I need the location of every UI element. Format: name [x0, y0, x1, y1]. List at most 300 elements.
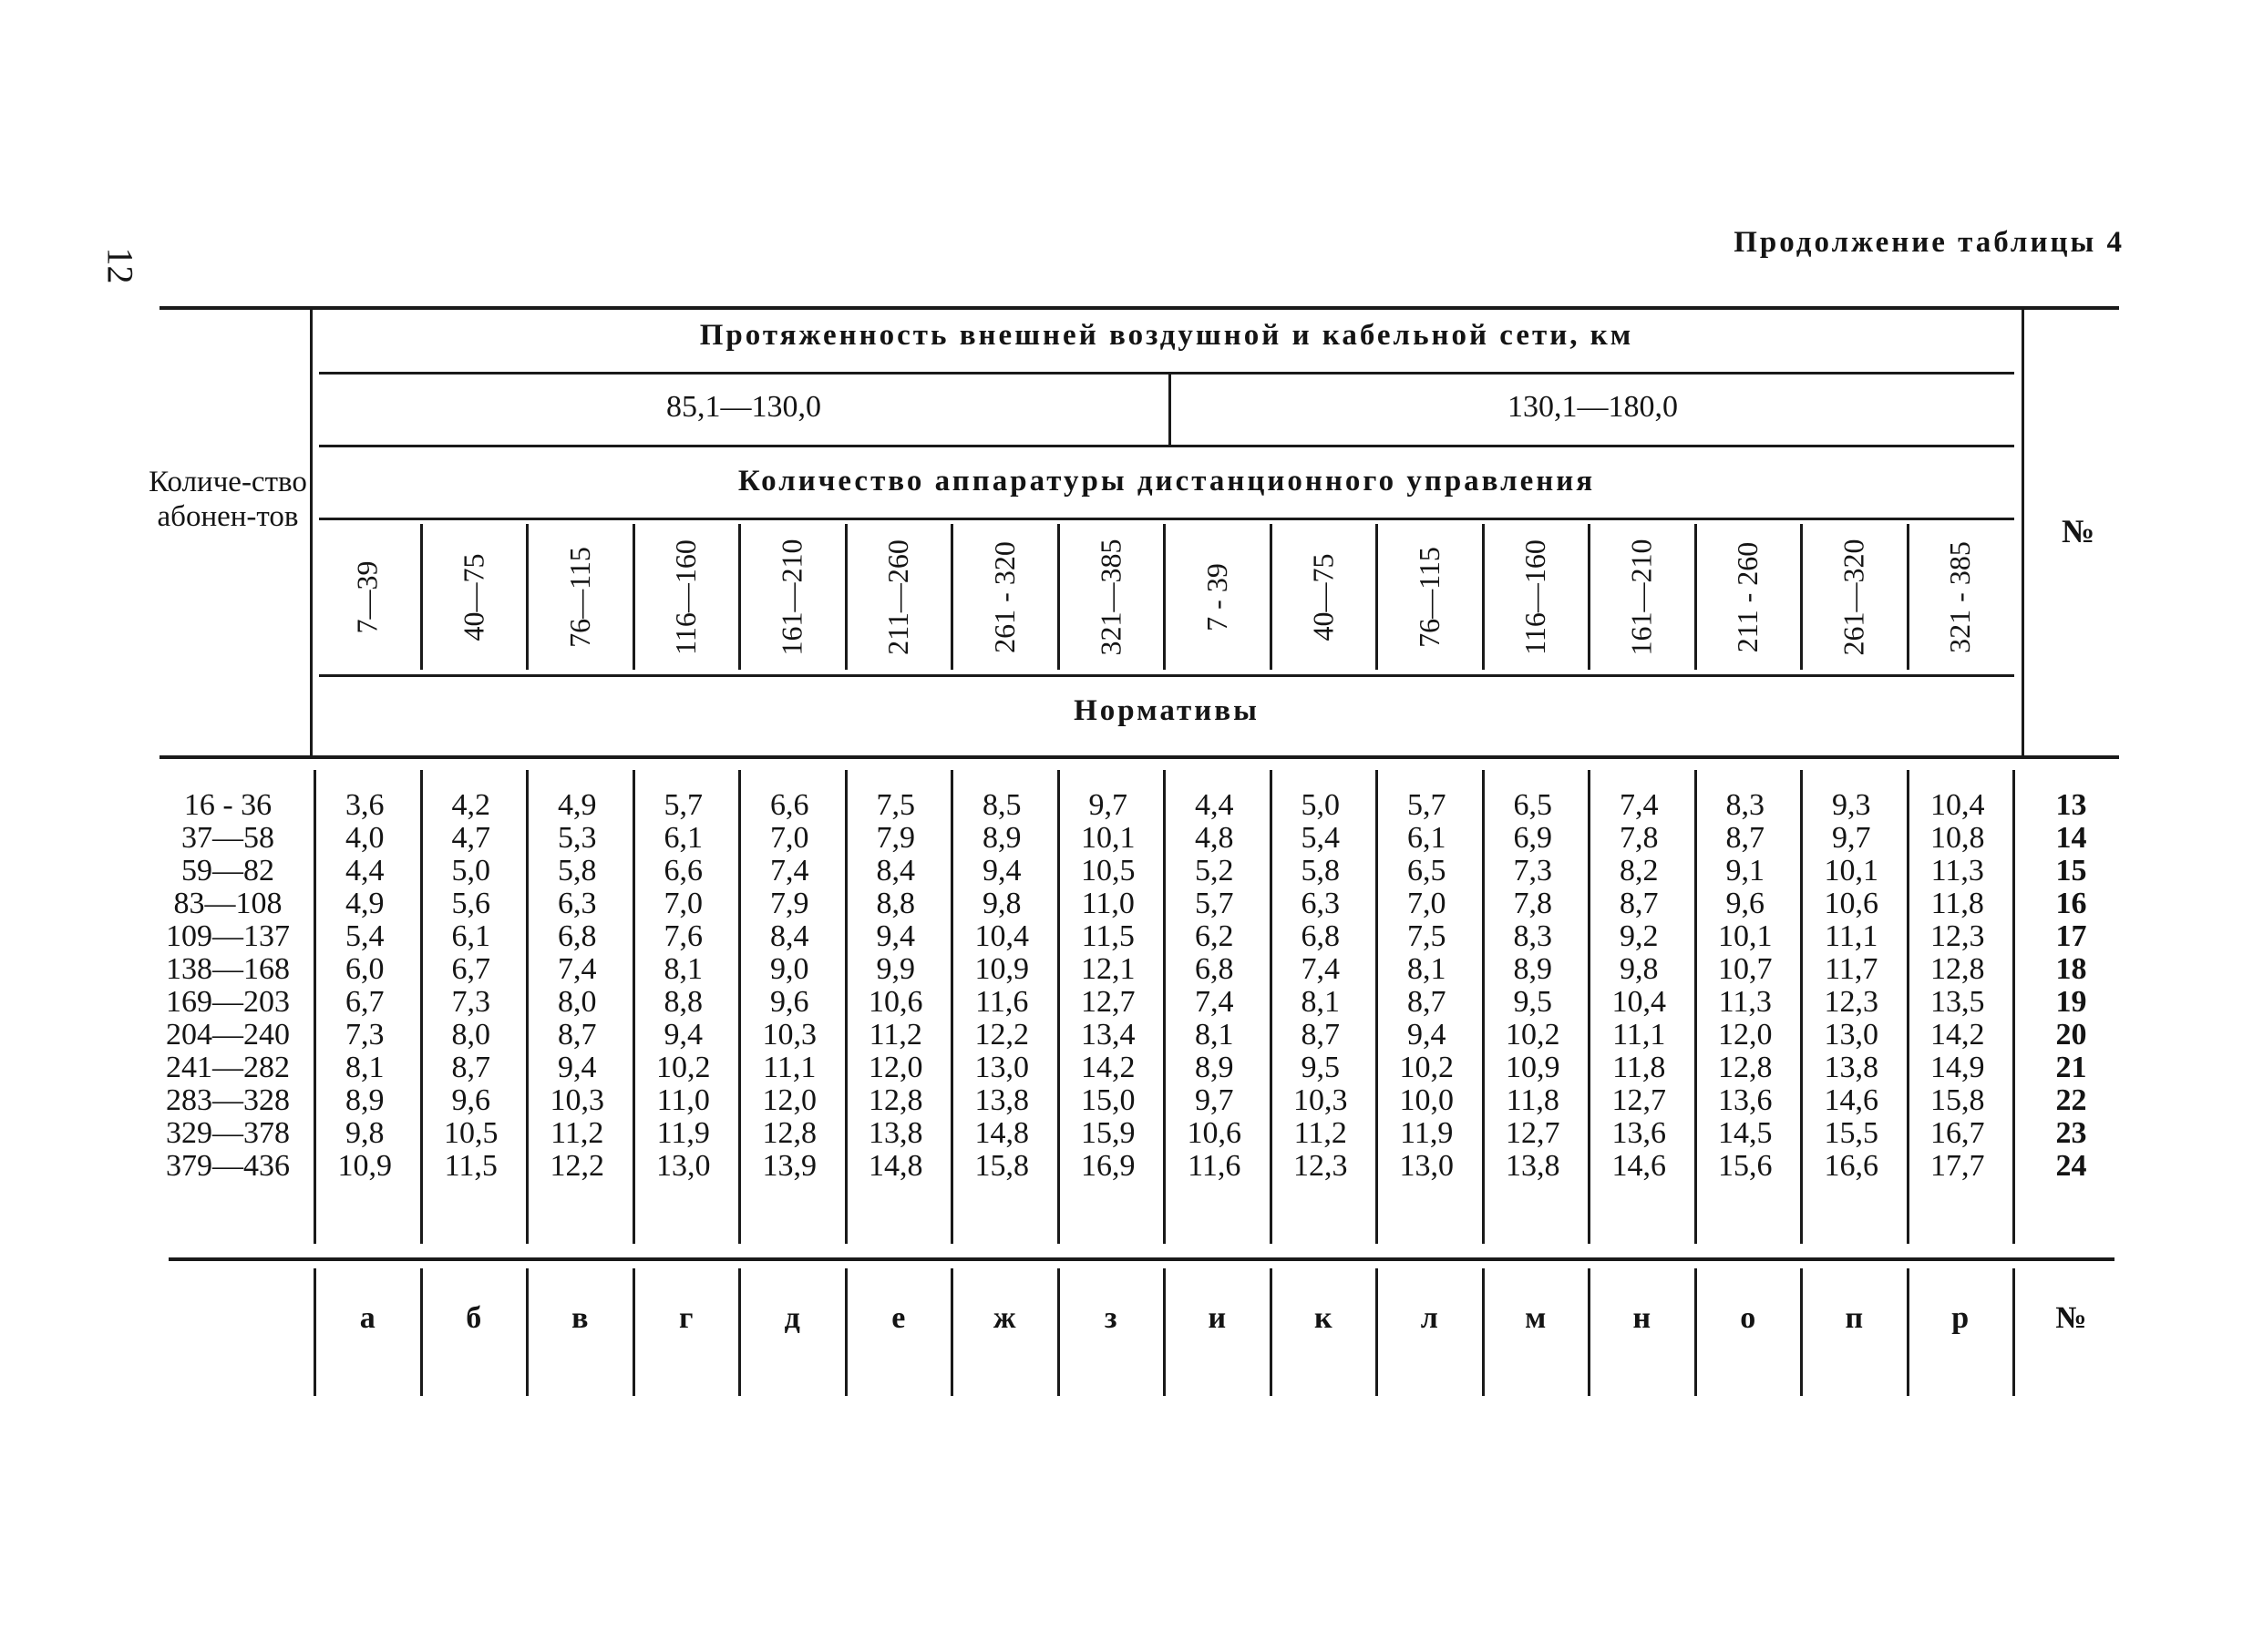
- value-cell: 8,2: [1620, 854, 1659, 888]
- value-cell: 13,6: [1611, 1116, 1666, 1150]
- values-column-11: [1376, 789, 1477, 1183]
- col-header-divider: [1694, 524, 1697, 670]
- value-cell: 7,4: [770, 854, 809, 888]
- value-cell: 14,6: [1611, 1149, 1666, 1183]
- value-cell: 10,2: [656, 1051, 711, 1084]
- value-cell: 11,1: [763, 1051, 817, 1084]
- value-cell: 15,0: [1081, 1083, 1136, 1117]
- value-cell: 9,2: [1620, 919, 1659, 953]
- range-left: 85,1—130,0: [666, 390, 821, 424]
- col-header-divider: [738, 524, 741, 670]
- col-header-16: [1908, 524, 2014, 670]
- col-header-label: 40—75: [457, 553, 490, 641]
- value-cell: 13,8: [1506, 1149, 1560, 1183]
- value-cell: 9,8: [1620, 952, 1659, 986]
- col-header-divider: [526, 524, 529, 670]
- row-number: 22: [2055, 1083, 2087, 1117]
- subscriber-range: 379—436: [166, 1149, 290, 1183]
- subscriber-range: 83—108: [173, 887, 283, 920]
- value-cell: 8,8: [876, 887, 915, 920]
- value-cell: 11,1: [1825, 919, 1878, 953]
- column-letter: п: [1845, 1301, 1864, 1335]
- value-cell: 8,1: [1195, 1018, 1234, 1052]
- col-header-divider: [1057, 524, 1060, 670]
- value-cell: 6,7: [451, 952, 490, 986]
- value-cell: 10,8: [1930, 821, 1985, 855]
- value-cell: 11,3: [1718, 985, 1772, 1019]
- value-cell: 3,6: [345, 788, 385, 822]
- col-header-label: 116—160: [1518, 539, 1552, 655]
- row-number: 13: [2055, 788, 2087, 822]
- value-cell: 9,5: [1513, 985, 1552, 1019]
- value-cell: 9,3: [1832, 788, 1871, 822]
- value-cell: 10,9: [1506, 1051, 1560, 1084]
- row-number: 14: [2055, 821, 2087, 855]
- value-cell: 5,7: [1195, 887, 1234, 920]
- column-letter: н: [1632, 1301, 1651, 1335]
- column-letter: г: [679, 1301, 694, 1335]
- row-number: 21: [2055, 1051, 2087, 1084]
- value-cell: 15,6: [1718, 1149, 1773, 1183]
- col-header-4: [633, 524, 740, 670]
- value-cell: 11,2: [550, 1116, 604, 1150]
- col-header-label: 7 - 39: [1199, 562, 1233, 631]
- value-cell: 4,9: [345, 887, 385, 920]
- subscriber-range: 241—282: [166, 1051, 290, 1084]
- value-cell: 10,2: [1399, 1051, 1454, 1084]
- row-number: 23: [2055, 1116, 2087, 1150]
- col-header-11: [1376, 524, 1483, 670]
- value-cell: 10,3: [550, 1083, 604, 1117]
- values-column-12: [1483, 789, 1584, 1183]
- value-cell: 6,2: [1195, 919, 1234, 953]
- value-cell: 14,9: [1930, 1051, 1985, 1084]
- value-cell: 9,4: [558, 1051, 597, 1084]
- value-cell: 9,4: [876, 919, 915, 953]
- col-header-15: [1801, 524, 1908, 670]
- rule-below-col-headers: [319, 674, 2014, 677]
- value-cell: 12,0: [762, 1083, 817, 1117]
- col-header-label: 7—39: [350, 560, 384, 633]
- value-cell: 10,9: [974, 952, 1029, 986]
- value-cell: 8,7: [1407, 985, 1446, 1019]
- value-cell: 8,7: [451, 1051, 490, 1084]
- col-header-divider: [1375, 524, 1378, 670]
- value-cell: 7,8: [1620, 821, 1659, 855]
- value-cell: 5,2: [1195, 854, 1234, 888]
- col-header-7: [952, 524, 1058, 670]
- subscribers-column: [146, 789, 310, 1183]
- value-cell: 13,4: [1081, 1018, 1136, 1052]
- value-cell: 5,7: [1407, 788, 1446, 822]
- value-cell: 11,2: [1293, 1116, 1347, 1150]
- value-cell: 8,1: [1407, 952, 1446, 986]
- table-bottom-rule: [169, 1257, 2114, 1261]
- value-cell: 11,7: [1825, 952, 1878, 986]
- value-cell: 4,9: [558, 788, 597, 822]
- col-header-label: 76—115: [562, 546, 596, 648]
- values-column-2: [421, 789, 522, 1183]
- value-cell: 13,0: [1824, 1018, 1878, 1052]
- subscriber-range: 109—137: [166, 919, 290, 953]
- value-cell: 16,6: [1824, 1149, 1878, 1183]
- col-header-divider: [633, 524, 635, 670]
- column-letter: д: [784, 1301, 800, 1335]
- column-letter: и: [1208, 1301, 1227, 1335]
- row-number: 16: [2055, 887, 2087, 920]
- value-cell: 10,3: [1293, 1083, 1348, 1117]
- value-cell: 7,4: [1301, 952, 1340, 986]
- subscriber-range: 204—240: [166, 1018, 290, 1052]
- value-cell: 12,3: [1930, 919, 1985, 953]
- value-cell: 10,5: [444, 1116, 499, 1150]
- column-letter: л: [1420, 1301, 1438, 1335]
- value-cell: 11,5: [1081, 919, 1135, 953]
- values-column-7: [952, 789, 1053, 1183]
- value-cell: 8,1: [664, 952, 703, 986]
- value-cell: 8,4: [770, 919, 809, 953]
- column-letter: ж: [993, 1301, 1016, 1335]
- value-cell: 6,1: [664, 821, 703, 855]
- value-cell: 10,6: [869, 985, 923, 1019]
- value-cell: 8,0: [451, 1018, 490, 1052]
- col-header-label: 321 - 385: [1943, 540, 1977, 653]
- col-header-divider: [951, 524, 953, 670]
- column-letter: м: [1525, 1301, 1547, 1335]
- value-cell: 16,9: [1081, 1149, 1136, 1183]
- column-letter: к: [1313, 1301, 1332, 1335]
- value-cell: 8,1: [1301, 985, 1340, 1019]
- header-right-border: [2022, 306, 2024, 757]
- value-cell: 10,4: [974, 919, 1029, 953]
- values-column-13: [1589, 789, 1690, 1183]
- col-header-divider: [1482, 524, 1485, 670]
- value-cell: 13,0: [656, 1149, 711, 1183]
- values-column-4: [633, 789, 735, 1183]
- value-cell: 11,2: [869, 1018, 922, 1052]
- col-header-2: [421, 524, 528, 670]
- row-number: 20: [2055, 1018, 2087, 1052]
- value-cell: 5,6: [451, 887, 490, 920]
- row-number: 15: [2055, 854, 2087, 888]
- value-cell: 9,7: [1832, 821, 1871, 855]
- value-cell: 7,4: [1195, 985, 1234, 1019]
- value-cell: 7,5: [1407, 919, 1446, 953]
- value-cell: 8,8: [664, 985, 703, 1019]
- value-cell: 12,7: [1506, 1116, 1560, 1150]
- value-cell: 4,4: [1195, 788, 1234, 822]
- values-column-1: [314, 789, 416, 1183]
- value-cell: 13,8: [974, 1083, 1029, 1117]
- rule-below-main-header: [319, 372, 2014, 375]
- value-cell: 15,8: [974, 1149, 1029, 1183]
- letter-col-divider: [2012, 1268, 2015, 1396]
- value-cell: 11,8: [1506, 1083, 1559, 1117]
- value-cell: 9,6: [451, 1083, 490, 1117]
- value-cell: 8,0: [558, 985, 597, 1019]
- value-cell: 10,4: [1611, 985, 1666, 1019]
- col-header-13: [1589, 524, 1695, 670]
- value-cell: 8,7: [1725, 821, 1765, 855]
- col-header-label: 211 - 260: [1731, 541, 1765, 652]
- column-letter: в: [571, 1301, 589, 1335]
- value-cell: 7,0: [664, 887, 703, 920]
- value-cell: 8,1: [345, 1051, 385, 1084]
- value-cell: 9,4: [664, 1018, 703, 1052]
- table-top-rule: [159, 306, 2119, 310]
- value-cell: 11,3: [1930, 854, 1984, 888]
- value-cell: 7,5: [876, 788, 915, 822]
- value-cell: 7,3: [345, 1018, 385, 1052]
- value-cell: 9,6: [1725, 887, 1765, 920]
- value-cell: 12,0: [869, 1051, 923, 1084]
- value-cell: 9,6: [770, 985, 809, 1019]
- value-cell: 12,2: [550, 1149, 604, 1183]
- col-header-divider: [1588, 524, 1590, 670]
- value-cell: 9,0: [770, 952, 809, 986]
- value-cell: 11,0: [1081, 887, 1135, 920]
- value-cell: 8,4: [876, 854, 915, 888]
- value-cell: 7,8: [1513, 887, 1552, 920]
- values-column-10: [1271, 789, 1372, 1183]
- main-header: Протяженность внешней воздушной и кабельной сети, км: [699, 319, 1634, 352]
- value-cell: 9,8: [983, 887, 1022, 920]
- row-number: 18: [2055, 952, 2087, 986]
- col-header-8: [1058, 524, 1165, 670]
- value-cell: 6,9: [1513, 821, 1552, 855]
- equipment-header: Количество аппаратуры дистанционного управления: [737, 465, 1596, 498]
- value-cell: 11,8: [1930, 887, 1984, 920]
- value-cell: 8,3: [1513, 919, 1552, 953]
- value-cell: 12,2: [974, 1018, 1029, 1052]
- value-cell: 11,1: [1612, 1018, 1666, 1052]
- value-cell: 9,7: [1088, 788, 1127, 822]
- col-header-label: 161—210: [775, 539, 808, 655]
- row-number: 24: [2055, 1149, 2087, 1183]
- value-cell: 14,8: [974, 1116, 1029, 1150]
- value-cell: 10,7: [1718, 952, 1773, 986]
- value-cell: 6,8: [1195, 952, 1234, 986]
- value-cell: 4,7: [451, 821, 490, 855]
- value-cell: 8,7: [1620, 887, 1659, 920]
- col-header-label: 321—385: [1094, 539, 1127, 655]
- value-cell: 10,3: [762, 1018, 817, 1052]
- value-cell: 12,8: [1718, 1051, 1773, 1084]
- column-letter: а: [359, 1301, 376, 1335]
- col-header-label: 40—75: [1306, 553, 1340, 641]
- values-column-14: [1695, 789, 1796, 1183]
- value-cell: 6,8: [558, 919, 597, 953]
- value-cell: 8,7: [558, 1018, 597, 1052]
- value-cell: 5,8: [558, 854, 597, 888]
- value-cell: 15,9: [1081, 1116, 1136, 1150]
- col-header-10: [1271, 524, 1377, 670]
- rule-below-equipment: [319, 518, 2014, 520]
- value-cell: 11,5: [444, 1149, 498, 1183]
- value-cell: 7,6: [664, 919, 703, 953]
- value-cell: 10,9: [337, 1149, 392, 1183]
- column-letter: з: [1104, 1301, 1117, 1335]
- col-header-3: [527, 524, 633, 670]
- col-header-divider: [1907, 524, 1909, 670]
- values-column-6: [846, 789, 947, 1183]
- value-cell: 5,7: [664, 788, 703, 822]
- values-column-15: [1801, 789, 1902, 1183]
- value-cell: 15,8: [1930, 1083, 1985, 1117]
- value-cell: 14,6: [1824, 1083, 1878, 1117]
- value-cell: 12,3: [1293, 1149, 1348, 1183]
- header-left-border: [310, 306, 313, 757]
- rule-below-ranges: [319, 445, 2014, 447]
- value-cell: 14,8: [869, 1149, 923, 1183]
- value-cell: 4,8: [1195, 821, 1234, 855]
- value-cell: 12,1: [1081, 952, 1136, 986]
- value-cell: 10,1: [1081, 821, 1136, 855]
- value-cell: 11,0: [656, 1083, 710, 1117]
- value-cell: 12,7: [1611, 1083, 1666, 1117]
- value-cell: 10,6: [1824, 887, 1878, 920]
- value-cell: 13,8: [1824, 1051, 1878, 1084]
- column-letter: о: [1740, 1301, 1756, 1335]
- value-cell: 12,8: [762, 1116, 817, 1150]
- col-header-5: [739, 524, 846, 670]
- subscriber-range: 283—328: [166, 1083, 290, 1117]
- value-cell: 7,3: [1513, 854, 1552, 888]
- value-cell: 6,3: [558, 887, 597, 920]
- value-cell: 13,0: [974, 1051, 1029, 1084]
- value-cell: 11,8: [1612, 1051, 1666, 1084]
- col-header-label: 211—260: [881, 539, 915, 655]
- value-cell: 6,6: [770, 788, 809, 822]
- value-cell: 13,6: [1718, 1083, 1773, 1117]
- col-header-1: [314, 524, 421, 670]
- col-header-label: 261—320: [1837, 539, 1870, 655]
- col-header-9: [1164, 524, 1271, 670]
- value-cell: 9,5: [1301, 1051, 1340, 1084]
- value-cell: 5,4: [345, 919, 385, 953]
- col-header-label: 116—160: [669, 539, 703, 655]
- col-header-divider: [1800, 524, 1803, 670]
- value-cell: 11,9: [1400, 1116, 1454, 1150]
- row-numbers-column: [2028, 789, 2114, 1183]
- value-cell: 17,7: [1930, 1149, 1985, 1183]
- row-number: 17: [2055, 919, 2087, 953]
- value-cell: 6,0: [345, 952, 385, 986]
- value-cell: 4,4: [345, 854, 385, 888]
- values-column-3: [527, 789, 628, 1183]
- value-cell: 14,2: [1081, 1051, 1136, 1084]
- value-cell: 8,7: [1301, 1018, 1340, 1052]
- value-cell: 13,0: [1399, 1149, 1454, 1183]
- value-cell: 6,3: [1301, 887, 1340, 920]
- value-cell: 9,4: [1407, 1018, 1446, 1052]
- value-cell: 10,0: [1399, 1083, 1454, 1117]
- range-right: 130,1—180,0: [1507, 390, 1678, 424]
- value-cell: 10,1: [1718, 919, 1773, 953]
- column-letter: б: [466, 1301, 482, 1335]
- value-cell: 7,9: [770, 887, 809, 920]
- value-cell: 6,7: [345, 985, 385, 1019]
- value-cell: 10,2: [1506, 1018, 1560, 1052]
- value-cell: 7,0: [1407, 887, 1446, 920]
- value-cell: 13,9: [762, 1149, 817, 1183]
- page-number: 12: [99, 247, 141, 284]
- value-cell: 8,9: [345, 1083, 385, 1117]
- letters-number-label: №: [2055, 1301, 2087, 1335]
- value-cell: 9,7: [1195, 1083, 1234, 1117]
- value-cell: 8,9: [983, 821, 1022, 855]
- value-cell: 12,0: [1718, 1018, 1773, 1052]
- subscriber-range: 329—378: [166, 1116, 290, 1150]
- value-cell: 6,5: [1407, 854, 1446, 888]
- value-cell: 8,9: [1513, 952, 1552, 986]
- value-cell: 12,8: [1930, 952, 1985, 986]
- values-column-9: [1164, 789, 1265, 1183]
- value-cell: 13,5: [1930, 985, 1985, 1019]
- col-header-6: [846, 524, 952, 670]
- col-header-14: [1695, 524, 1802, 670]
- value-cell: 9,1: [1725, 854, 1765, 888]
- value-cell: 9,9: [876, 952, 915, 986]
- subscriber-range: 138—168: [166, 952, 290, 986]
- value-cell: 10,4: [1930, 788, 1985, 822]
- value-cell: 12,3: [1824, 985, 1878, 1019]
- value-cell: 6,6: [664, 854, 703, 888]
- value-cell: 5,3: [558, 821, 597, 855]
- value-cell: 7,0: [770, 821, 809, 855]
- col-header-divider: [420, 524, 423, 670]
- value-cell: 15,5: [1824, 1116, 1878, 1150]
- value-cell: 8,3: [1725, 788, 1765, 822]
- value-cell: 14,5: [1718, 1116, 1773, 1150]
- value-cell: 7,3: [451, 985, 490, 1019]
- row-number: 19: [2055, 985, 2087, 1019]
- rule-below-norms: [159, 755, 2119, 759]
- column-letter: е: [891, 1301, 906, 1335]
- values-column-5: [739, 789, 840, 1183]
- subscriber-range: 37—58: [181, 821, 274, 855]
- value-cell: 11,6: [1188, 1149, 1241, 1183]
- body-col-divider: [2012, 770, 2015, 1244]
- subscriber-range: 59—82: [181, 854, 274, 888]
- continuation-title: Продолжение таблицы 4: [1734, 226, 2125, 259]
- value-cell: 5,0: [451, 854, 490, 888]
- value-cell: 5,8: [1301, 854, 1340, 888]
- subscriber-range: 16 - 36: [183, 788, 273, 822]
- value-cell: 9,4: [983, 854, 1022, 888]
- col-header-label: 76—115: [1412, 546, 1446, 648]
- value-cell: 14,2: [1930, 1018, 1985, 1052]
- norms-header: Нормативы: [1074, 694, 1260, 727]
- subscriber-range: 169—203: [166, 985, 290, 1019]
- value-cell: 12,8: [869, 1083, 923, 1117]
- value-cell: 10,6: [1187, 1116, 1241, 1150]
- value-cell: 16,7: [1930, 1116, 1985, 1150]
- value-cell: 4,0: [345, 821, 385, 855]
- value-cell: 8,5: [983, 788, 1022, 822]
- value-cell: 7,9: [876, 821, 915, 855]
- value-cell: 5,4: [1301, 821, 1340, 855]
- value-cell: 6,1: [451, 919, 490, 953]
- col-header-label: 261 - 320: [987, 540, 1021, 653]
- values-column-8: [1058, 789, 1159, 1183]
- value-cell: 7,4: [1620, 788, 1659, 822]
- value-cell: 6,8: [1301, 919, 1340, 953]
- value-cell: 5,0: [1301, 788, 1340, 822]
- value-cell: 7,4: [558, 952, 597, 986]
- value-cell: 13,8: [869, 1116, 923, 1150]
- value-cell: 10,5: [1081, 854, 1136, 888]
